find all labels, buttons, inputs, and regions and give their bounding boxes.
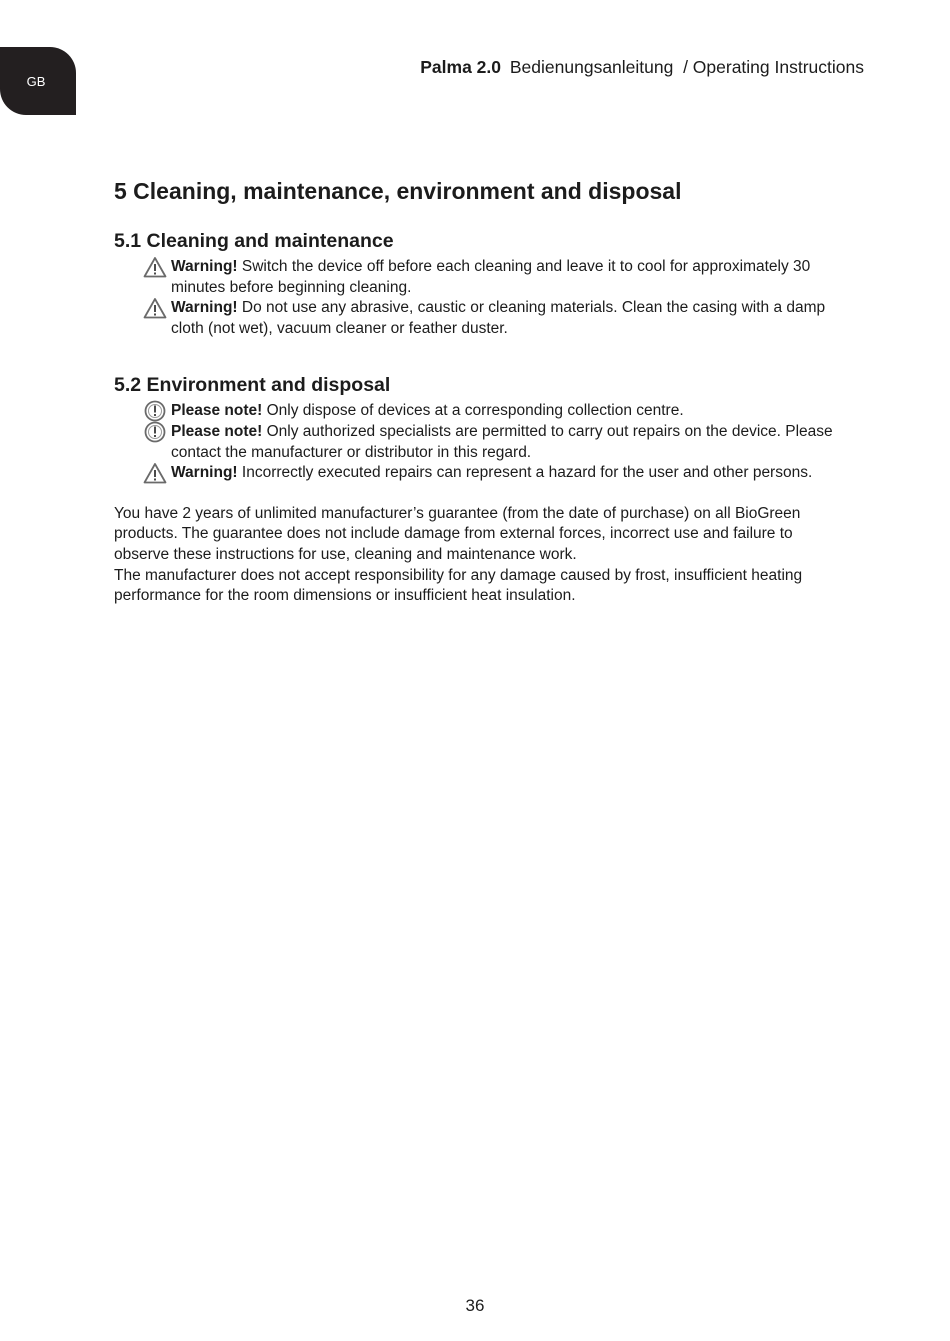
note-text: Only dispose of devices at a corresponding collection centre.	[262, 402, 684, 420]
page-number: 36	[465, 1296, 485, 1315]
section-5-heading: 5 Cleaning, maintenance, environment and disposal	[114, 178, 682, 204]
note-label: Warning!	[171, 299, 238, 317]
exclamation-circle-icon	[143, 400, 167, 422]
note-label: Warning!	[171, 258, 238, 275]
language-tab	[0, 47, 76, 115]
cleaning-warning-note	[114, 257, 844, 298]
product-name: Palma 2.0	[420, 57, 501, 77]
language-tab-label: GB	[26, 73, 46, 89]
section-5-2-heading: 5.2 Environment and disposal	[114, 374, 391, 397]
note-text: Incorrectly executed repairs can represent a hazard for the user and other persons.	[237, 464, 813, 482]
warning-triangle-icon	[143, 297, 167, 319]
disposal-note	[114, 401, 844, 422]
note-label: Please note!	[171, 422, 263, 440]
warning-triangle-icon	[143, 462, 167, 484]
document-title: Bedienungsanleitung / Operating Instructions	[509, 57, 864, 77]
repair-warning-note	[114, 463, 844, 484]
note-text: Do not use any abrasive, caustic or cleaning materials. Clean the casing with a damp cloth (not wet), vacuum cleaner or feather duster.	[171, 299, 826, 337]
note-text: Only authorized specialists are permitted to carry out repairs on the device. Please contact the manufacturer or distributor in this regard.	[171, 422, 833, 461]
note-label: Please note!	[171, 402, 263, 420]
note-text: Switch the device off before each cleaning and leave it to cool for approximately 30 minutes before beginning cleaning.	[171, 258, 811, 296]
liability-paragraph: The manufacturer does not accept responsibility for any damage caused by frost, insufficient heating performance for the room dimensions or insufficient heat insulation.	[114, 566, 803, 605]
disposal-notes-list	[114, 401, 844, 483]
note-label: Warning!	[171, 464, 238, 482]
warning-triangle-icon	[143, 256, 167, 278]
running-header	[420, 57, 864, 78]
guarantee-paragraph: You have 2 years of unlimited manufacturer’s guarantee (from the date of purchase) on all BioGreen products. The guarantee does not include damage from external forces, incorrect use and failure to observe these instructions for use, cleaning and maintenance work.	[114, 504, 801, 563]
cleaning-warning-note	[114, 298, 844, 339]
section-5-1-heading: 5.1 Cleaning and maintenance	[114, 230, 394, 252]
main-content	[114, 176, 844, 607]
repair-note	[114, 422, 844, 463]
cleaning-notes-list	[114, 257, 844, 339]
guarantee-text	[114, 504, 844, 607]
exclamation-circle-icon	[143, 421, 167, 443]
